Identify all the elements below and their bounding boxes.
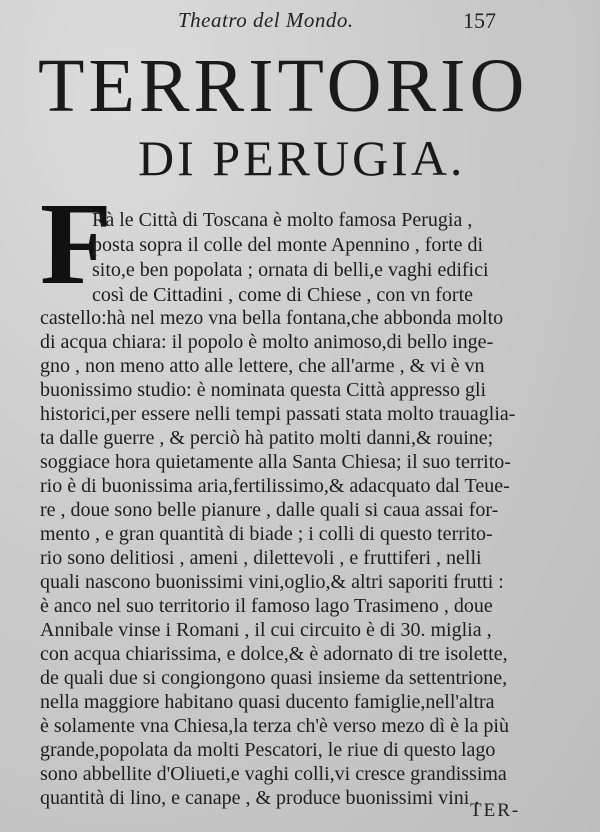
text-line: è solamente vna Chiesa,la terza ch'è verso mezo dì è la più — [40, 715, 509, 737]
text-line: grande,popolata da molti Pescatori, le riue di questo lago — [40, 739, 496, 761]
text-line: soggiace hora quietamente alla Santa Chiesa; il suo territo- — [40, 451, 511, 473]
text-line: buonissimo studio: è nominata questa Città appresso gli — [40, 379, 487, 401]
text-line: sono abbellite d'Oliueti,e vaghi colli,vi cresce grandissima — [40, 763, 507, 785]
running-title: Theatro del Mondo. — [178, 8, 354, 32]
text-line: con acqua chiarissima, e dolce,& è adornato di tre isolette, — [40, 643, 508, 665]
text-line: ta dalle guerre , & perciò hà patito molti danni,& rouine; — [40, 427, 494, 449]
text-line: quantità di lino, e canape , & produce buonissimi vini . — [40, 787, 480, 809]
text-line: sito,e ben popolata ; ornata di belli,e vaghi edifici — [92, 259, 489, 281]
text-line: nella maggiore habitano quasi ducento famiglie,nell'altra — [40, 691, 495, 713]
text-line: rio sono delitiosi , ameni , dilettevoli , e fruttiferi , nelli — [40, 547, 482, 569]
page-number: 157 — [463, 8, 496, 33]
text-line: posta sopra il colle del monte Apennino , forte di — [92, 234, 484, 256]
text-line: historici,per essere nelli tempi passati stata molto trauaglia- — [40, 403, 516, 425]
text-line: di acqua chiara: il popolo è molto animoso,di bello inge- — [40, 331, 494, 353]
text-line: castello:hà nel mezo vna bella fontana,che abbonda molto — [40, 307, 504, 329]
text-line: è anco nel suo territorio il famoso lago Trasimeno , doue — [40, 595, 493, 617]
text-line: quali nascono buonissimi vini,oglio,& altri saporiti frutti : — [40, 571, 504, 593]
text-line: così de Cittadini , come di Chiese , con vn forte — [92, 284, 474, 306]
text-line: rio è di buonissima aria,fertilissimo,& adacquato dal Teue- — [40, 475, 510, 497]
text-line: mento , e gran quantità di biade ; i colli di questo territo- — [40, 523, 493, 545]
text-line: re , doue sono belle pianure , dalle quali si caua assai for- — [40, 499, 499, 521]
chapter-subtitle: DI PERUGIA. — [138, 130, 466, 186]
text-line: Annibale vinse i Romani , il cui circuito è di 30. miglia , — [40, 619, 492, 641]
catchword: TER- — [470, 800, 521, 821]
text-line: de quali due si congiongono quasi insieme da settentrione, — [40, 667, 508, 689]
drop-cap-initial: F — [40, 178, 113, 309]
text-line: gno , non meno atto alle lettere, che all'arme , & vi è vn — [40, 355, 485, 377]
chapter-title: TERRITORIO — [38, 44, 529, 128]
text-line: Rà le Città di Toscana è molto famosa Perugia , — [92, 209, 473, 231]
